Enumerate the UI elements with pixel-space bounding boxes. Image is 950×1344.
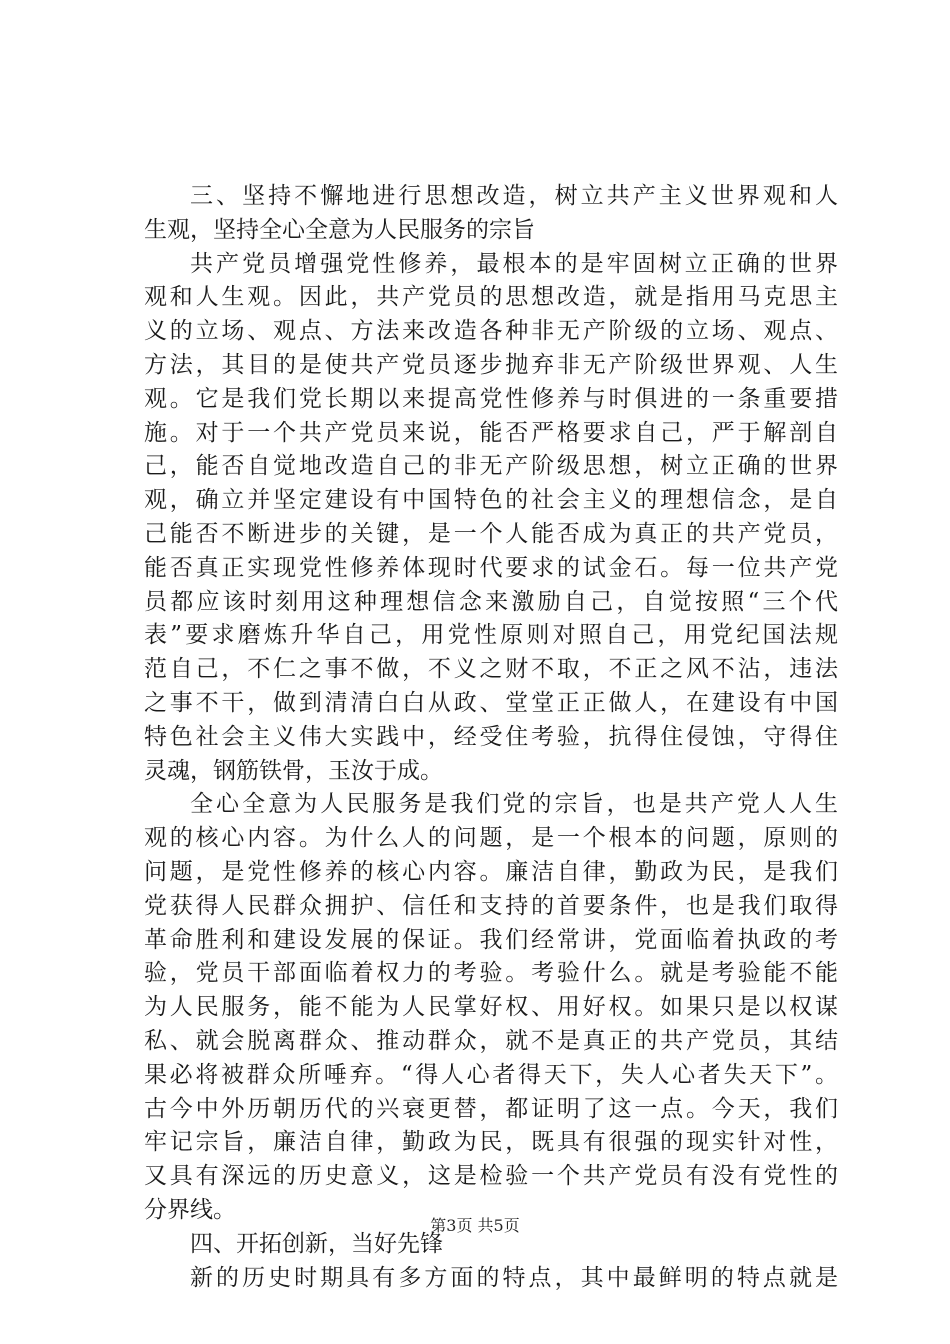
paragraph-2-line: 观的核心内容。为什么人的问题，是一个根本的问题，原则的 (144, 825, 838, 852)
paragraph-2-line: 古今中外历朝历代的兴衰更替，都证明了这一点。今天，我们 (144, 1095, 838, 1122)
paragraph-2-line: 私、就会脱离群众、推动群众，就不是真正的共产党员，其结 (144, 1027, 838, 1054)
paragraph-1-line: 员都应该时刻用这种理想信念来激励自己，自觉按照“三个代 (144, 588, 838, 615)
paragraph-1-line: 观。它是我们党长期以来提高党性修养与时俱进的一条重要措 (144, 385, 838, 412)
paragraph-2-line: 问题，是党性修养的核心内容。廉洁自律，勤政为民，是我们 (144, 858, 838, 885)
paragraph-2-line: 全心全意为人民服务是我们党的宗旨，也是共产党人人生 (190, 791, 838, 818)
section-heading-3-line-1: 三、坚持不懈地进行思想改造，树立共产主义世界观和人 (190, 183, 838, 209)
paragraph-1-line: 之事不干，做到清清白白从政、堂堂正正做人，在建设有中国 (144, 689, 838, 716)
paragraph-2-line: 分界线。 (144, 1196, 236, 1223)
paragraph-2-line: 果必将被群众所唾弃。“得人心者得天下，失人心者失天下”。 (144, 1061, 838, 1088)
paragraph-2-line: 为人民服务，能不能为人民掌好权、用好权。如果只是以权谋 (144, 994, 838, 1021)
section-heading-3-line-2: 生观，坚持全心全意为人民服务的宗旨 (144, 216, 535, 243)
paragraph-1-line: 表”要求磨炼升华自己，用党性原则对照自己，用党纪国法规 (144, 622, 838, 649)
paragraph-1-line: 观和人生观。因此，共产党员的思想改造，就是指用马克思主 (144, 284, 838, 311)
paragraph-1-line: 义的立场、观点、方法来改造各种非无产阶级的立场、观点、 (144, 318, 838, 345)
paragraph-1-line: 方法，其目的是使共产党员逐步抛弃非无产阶级世界观、人生 (144, 351, 838, 378)
paragraph-1-line: 观，确立并坚定建设有中国特色的社会主义的理想信念，是自 (144, 487, 838, 514)
paragraph-1-line: 己，能否自觉地改造自己的非无产阶级思想，树立正确的世界 (144, 453, 838, 480)
paragraph-2-line: 牢记宗旨，廉洁自律，勤政为民，既具有很强的现实针对性， (144, 1129, 838, 1156)
paragraph-1-line: 己能否不断进步的关键，是一个人能否成为真正的共产党员， (144, 520, 838, 547)
paragraph-2-line: 验，党员干部面临着权力的考验。考验什么。就是考验能不能 (144, 960, 838, 987)
document-body (144, 180, 838, 1295)
section-heading-4: 四、开拓创新，当好先锋 (190, 1230, 443, 1257)
paragraph-1-line: 特色社会主义伟大实践中，经受住考验，抗得住侵蚀，守得住 (144, 723, 838, 750)
paragraph-2-line: 党获得人民群众拥护、信任和支持的首要条件，也是我们取得 (144, 892, 838, 919)
paragraph-3-line: 新的历史时期具有多方面的特点，其中最鲜明的特点就是 (190, 1264, 838, 1291)
paragraph-1-line: 施。对于一个共产党员来说，能否严格要求自己，严于解剖自 (144, 419, 838, 446)
paragraph-2-line: 革命胜利和建设发展的保证。我们经常讲，党面临着执政的考 (144, 926, 838, 953)
paragraph-1-line: 灵魂，钢筋铁骨，玉汝于成。 (144, 757, 443, 784)
paragraph-1-line: 范自己，不仁之事不做，不义之财不取，不正之风不沾，违法 (144, 656, 838, 683)
paragraph-1-line: 共产党员增强党性修养，最根本的是牢固树立正确的世界 (190, 250, 838, 277)
paragraph-2-line: 又具有深远的历史意义，这是检验一个共产党员有没有党性的 (144, 1163, 838, 1190)
paragraph-1-line: 能否真正实现党性修养体现时代要求的试金石。每一位共产党 (144, 554, 838, 581)
page-number-footer: 第3页 共5页 (430, 1216, 520, 1235)
